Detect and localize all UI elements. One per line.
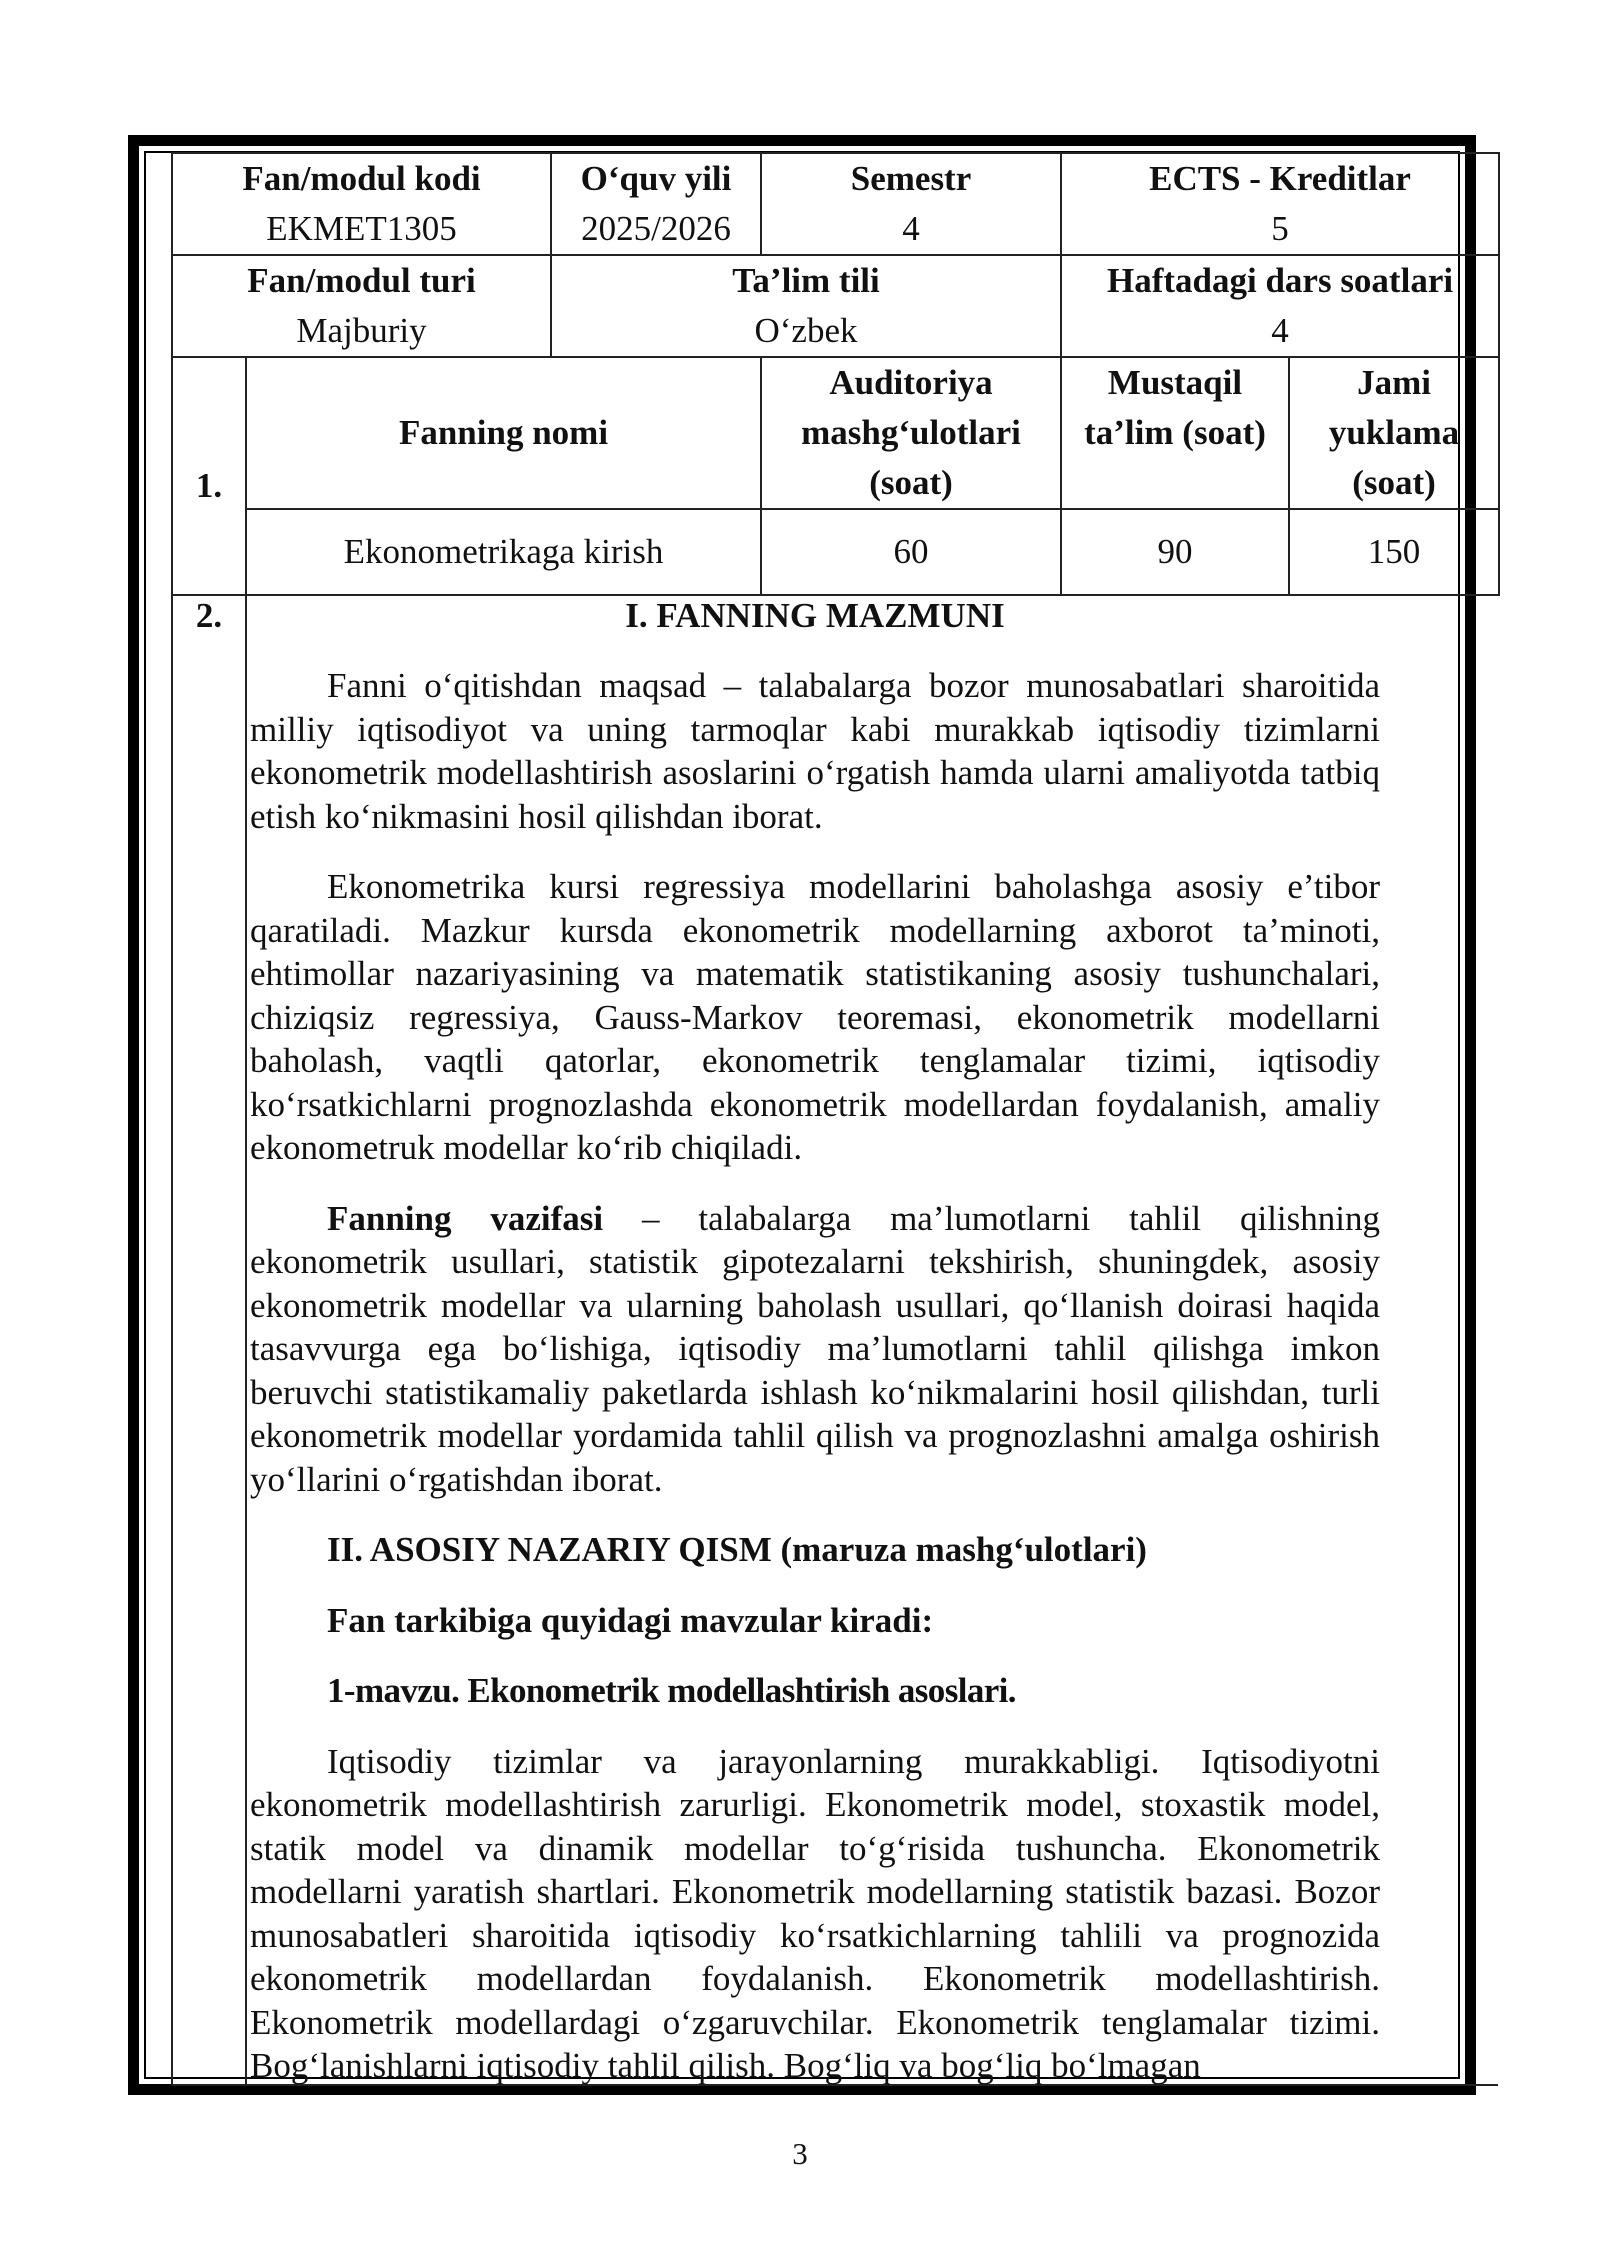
topic-title: 1-mavzu. Ekonometrik modellashtirish asoslari.	[327, 1671, 1016, 1710]
semester-value: 4	[902, 209, 920, 248]
self-study-header-line: ta’lim (soat)	[1084, 413, 1266, 452]
auditorium-header-line: mashg‘ulotlari	[801, 413, 1021, 452]
course-name-value: Ekonometrikaga kirish	[246, 509, 761, 595]
ects-value: 5	[1271, 209, 1289, 248]
table-row	[172, 153, 1499, 255]
weekly-hours-value: 4	[1271, 311, 1289, 350]
weekly-hours-label: Haftadagi dars soatlari	[1106, 261, 1454, 300]
task-text: – talabalarga ma’lumotlarni tahlil qilishning ekonometrik usullari, statistik gipotezalarni tekshirish, shuningdek, asosiy ekonometrik modellar va ularning baholash usullari, qo‘llanish doirasi haqida tasavvurga ega bo‘lishiga, iqtisodiy ma’lumotlarni tahlil qilishga imkon beruvchi statistikamaliy paketlarda ishlash ko‘nikmalarini hosil qilishdan, turli ekonometrik modellar yordamida tahlil qilish va prognozlashni amalga oshirish yo‘llarini o‘rgatishdan iborat.	[250, 1198, 1380, 1499]
row-number-column	[173, 589, 247, 2084]
language-value: O‘zbek	[754, 311, 858, 350]
academic-year-label: O‘quv yili	[580, 159, 732, 198]
paragraph: Iqtisodiy tizimlar va jarayonlarning murakkabligi. Iqtisodiyotni ekonometrik modellashtirish zarurligi. Ekonometrik model, stoxastik model, statik model va dinamik modellar to‘g‘risida tushuncha. Ekonometrik modellarni yaratish shartlari. Ekonometrik modellarning statistik bazasi. Bozor munosabatleri sharoitida iqtisodiy ko‘rsatkichlarning tahlili va prognozida ekonometrik modellardan foydalanish. Ekonometrik modellashtirish. Ekonometrik modellardagi o‘zgaruvchilar. Ekonometrik tenglamalar tizimi. Bog‘lanishlarni iqtisodiy tahlil qilish. Bog‘liq va bog‘liq bo‘lmagan	[250, 1741, 1380, 2085]
total-header-line: yuklama	[1328, 413, 1460, 452]
self-study-header	[1061, 357, 1289, 509]
ects-label: ECTS - Kreditlar	[1149, 159, 1411, 198]
semester-cell	[761, 153, 1061, 255]
total-header-line: Jami	[1357, 363, 1431, 402]
task-label: Fanning vazifasi	[327, 1198, 604, 1238]
module-type-cell	[172, 255, 551, 357]
syllabus-sheet	[171, 152, 1498, 2086]
paragraph	[250, 1197, 1380, 1502]
course-content-text	[250, 589, 1380, 2088]
ects-cell	[1061, 153, 1499, 255]
module-code-label: Fan/modul kodi	[242, 159, 481, 198]
course-name-header: Fanning nomi	[246, 357, 761, 509]
academic-year-cell	[551, 153, 761, 255]
language-cell	[551, 255, 1061, 357]
auditorium-header-line: (soat)	[869, 463, 953, 502]
row-number-2: 2.	[195, 596, 223, 635]
course-info-table	[171, 152, 1500, 596]
module-type-label: Fan/modul turi	[247, 261, 476, 300]
self-study-header-line: Mustaqil	[1107, 363, 1243, 402]
auditorium-header-line: Auditoriya	[829, 363, 993, 402]
course-content-section	[171, 589, 1498, 2086]
section-title: I. FANNING MAZMUNI	[625, 596, 1005, 635]
module-code-value: EKMET1305	[266, 209, 457, 248]
table-row	[172, 509, 1499, 595]
language-label: Ta’lim tili	[732, 261, 880, 300]
semester-label: Semestr	[850, 159, 972, 198]
self-study-hours-value: 90	[1061, 509, 1289, 595]
academic-year-value: 2025/2026	[581, 209, 731, 248]
weekly-hours-cell	[1061, 255, 1499, 357]
total-load-header	[1289, 357, 1499, 509]
paragraph: Ekonometrika kursi regressiya modellarini baholashga asosiy e’tibor qaratiladi. Mazkur kursda ekonometrik modellarning axborot ta’minoti, ehtimollar nazariyasining va matematik statistikaning asosiy tushunchalari, chiziqsiz regressiya, Gauss-Markov teoremasi, ekonometrik modellarni baholash, vaqtli qatorlar, ekonometrik tenglamalar tizimi, iqtisodiy ko‘rsatkichlarni prognozlashda ekonometrik modellardan foydalanish, amaliy ekonometruk modellar ko‘rib chiqiladi.	[250, 867, 1380, 1167]
total-hours-value: 150	[1289, 509, 1499, 595]
topics-intro: Fan tarkibiga quyidagi mavzular kiradi:	[327, 1600, 934, 1640]
module-code-cell	[172, 153, 551, 255]
section-heading: II. ASOSIY NAZARIY QISM (maruza mashg‘ulotlari)	[327, 1530, 1147, 1569]
paragraph: Fanni o‘qitishdan maqsad – talabalarga bozor munosabatlari sharoitida milliy iqtisodiyot va uning tarmoqlar kabi murakkab iqtisodiy tizimlarni ekonometrik modellashtirish asoslarini o‘rgatish hamda ularni amaliyotda tatbiq etish ko‘nikmasini hosil qilishdan iborat.	[250, 666, 1380, 836]
table-row	[172, 255, 1499, 357]
row-number-1: 1.	[172, 357, 246, 595]
auditorium-hours-value: 60	[761, 509, 1061, 595]
page-number: 3	[792, 2136, 808, 2171]
module-type-value: Majburiy	[296, 311, 427, 350]
auditorium-hours-header	[761, 357, 1061, 509]
table-row	[172, 357, 1499, 509]
total-header-line: (soat)	[1352, 463, 1436, 502]
